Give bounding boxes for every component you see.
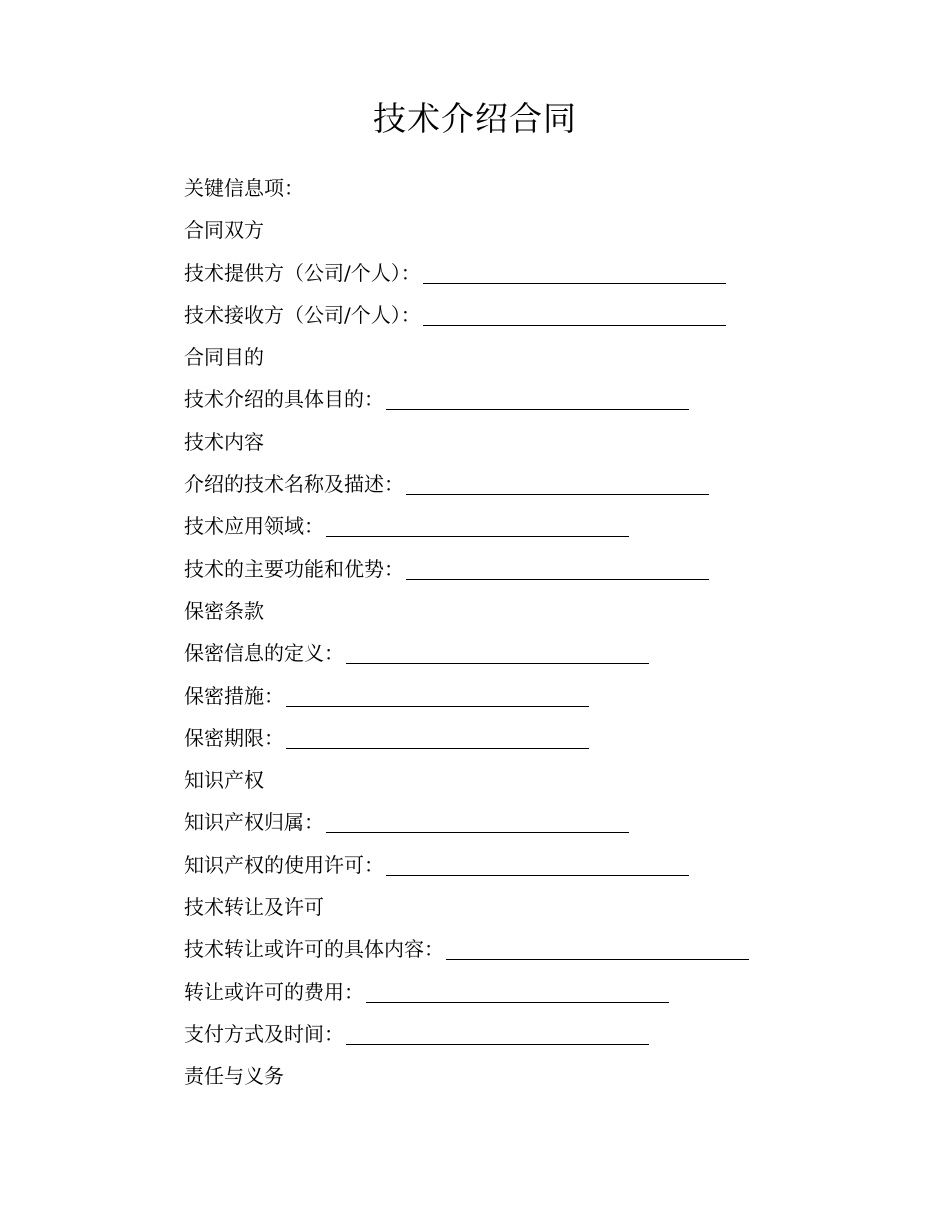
field-label: 技术介绍的具体目的： bbox=[184, 387, 384, 412]
field-label: 保密信息的定义： bbox=[184, 641, 344, 666]
form-field-line bbox=[184, 509, 804, 551]
fill-in-blank[interactable] bbox=[386, 848, 689, 876]
section-heading bbox=[184, 425, 804, 467]
field-label: 技术转让或许可的具体内容： bbox=[184, 937, 444, 962]
field-label: 保密措施： bbox=[184, 683, 284, 708]
fill-in-blank[interactable] bbox=[286, 721, 589, 749]
fill-in-blank[interactable] bbox=[346, 636, 649, 664]
fill-in-blank[interactable] bbox=[386, 382, 689, 410]
section-heading bbox=[184, 1059, 804, 1101]
document-title: 技术介绍合同 bbox=[373, 99, 577, 138]
field-label: 介绍的技术名称及描述： bbox=[184, 472, 404, 497]
form-field-line bbox=[184, 932, 804, 974]
fill-in-blank[interactable] bbox=[423, 298, 726, 326]
form-field-line bbox=[184, 805, 804, 847]
form-field-line bbox=[184, 975, 804, 1017]
fill-in-blank[interactable] bbox=[406, 552, 709, 580]
form-field-line bbox=[184, 256, 804, 298]
form-field-line bbox=[184, 467, 804, 509]
fill-in-blank[interactable] bbox=[286, 679, 589, 707]
field-label: 知识产权的使用许可： bbox=[184, 852, 384, 877]
fill-in-blank[interactable] bbox=[326, 509, 629, 537]
field-label: 技术接收方（公司/个人）： bbox=[184, 302, 421, 327]
field-label: 保密期限： bbox=[184, 725, 284, 750]
form-field-line bbox=[184, 298, 804, 340]
section-heading bbox=[184, 763, 804, 805]
heading-text: 合同双方 bbox=[184, 218, 264, 243]
heading-text: 保密条款 bbox=[184, 598, 264, 623]
form-field-line bbox=[184, 382, 804, 424]
form-field-line bbox=[184, 679, 804, 721]
form-field-line bbox=[184, 721, 804, 763]
field-label: 技术提供方（公司/个人）： bbox=[184, 260, 421, 285]
section-heading bbox=[184, 171, 804, 213]
heading-text: 技术内容 bbox=[184, 429, 264, 454]
field-label: 支付方式及时间： bbox=[184, 1021, 344, 1046]
document-body bbox=[184, 171, 804, 1102]
fill-in-blank[interactable] bbox=[423, 256, 726, 284]
heading-text: 知识产权 bbox=[184, 768, 264, 793]
section-heading bbox=[184, 890, 804, 932]
form-field-line bbox=[184, 1017, 804, 1059]
field-label: 转让或许可的费用： bbox=[184, 979, 364, 1004]
heading-text: 技术转让及许可 bbox=[184, 895, 324, 920]
fill-in-blank[interactable] bbox=[346, 1017, 649, 1045]
form-field-line bbox=[184, 552, 804, 594]
heading-text: 关键信息项： bbox=[184, 176, 304, 200]
fill-in-blank[interactable] bbox=[406, 467, 709, 495]
section-heading bbox=[184, 213, 804, 255]
field-label: 技术应用领域： bbox=[184, 514, 324, 539]
section-heading bbox=[184, 340, 804, 382]
form-field-line bbox=[184, 848, 804, 890]
field-label: 知识产权归属： bbox=[184, 810, 324, 835]
section-heading bbox=[184, 594, 804, 636]
fill-in-blank[interactable] bbox=[326, 805, 629, 833]
fill-in-blank[interactable] bbox=[446, 932, 749, 960]
fill-in-blank[interactable] bbox=[366, 975, 669, 1003]
heading-text: 责任与义务 bbox=[184, 1064, 284, 1089]
form-field-line bbox=[184, 636, 804, 678]
field-label: 技术的主要功能和优势： bbox=[184, 556, 404, 581]
heading-text: 合同目的 bbox=[184, 345, 264, 370]
